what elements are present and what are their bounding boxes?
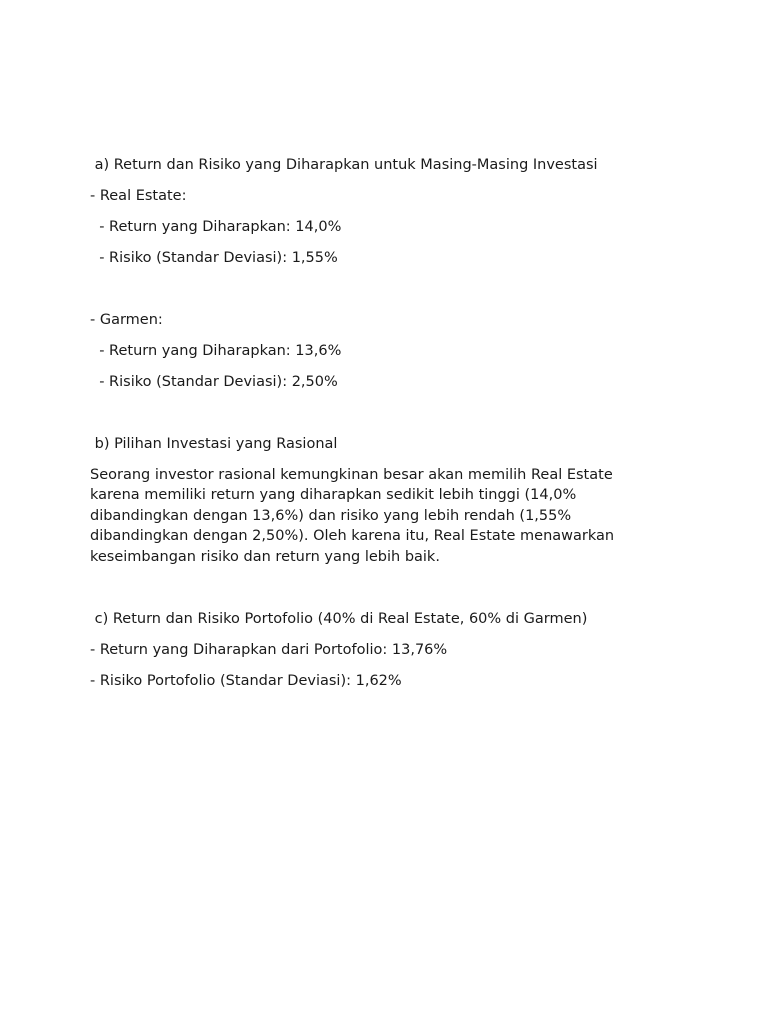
section-b-paragraph: Seorang investor rasional kemungkinan besar akan memilih Real Estate karena memiliki return yang diharapkan sedikit lebih tinggi (14,0% dibandingkan dengan 13,6%) dan risiko yang lebih rendah (1,55% dibandingkan dengan 2,50%). Oleh karena itu, Real Estate menawarkan keseimbangan risiko dan return yang lebih baik. [90,467,615,565]
section-c-heading: c) Return dan Risiko Portofolio (40% di Real Estate, 60% di Garmen) [90,611,588,628]
section-a-heading: a) Return dan Risiko yang Diharapkan untuk Masing-Masing Investasi [90,157,598,173]
garmen-risk: - Risiko (Standar Deviasi): 2,50% [90,374,338,390]
spacer [90,578,650,609]
portfolio-risk: - Risiko Portofolio (Standar Deviasi): 1,62% [90,673,402,690]
garmen-return: - Return yang Diharapkan: 13,6% [90,343,342,359]
portfolio-return: - Return yang Diharapkan dari Portofolio: 13,76% [90,642,448,659]
section-b-heading: b) Pilihan Investasi yang Rasional [90,436,338,452]
real-estate-return: - Return yang Diharapkan: 14,0% [90,219,342,235]
real-estate-risk: - Risiko (Standar Deviasi): 1,55% [90,250,338,266]
spacer [90,403,650,434]
spacer [90,279,650,310]
garmen-label: - Garmen: [90,312,163,328]
real-estate-label: - Real Estate: [90,188,187,204]
document-page [90,155,650,702]
